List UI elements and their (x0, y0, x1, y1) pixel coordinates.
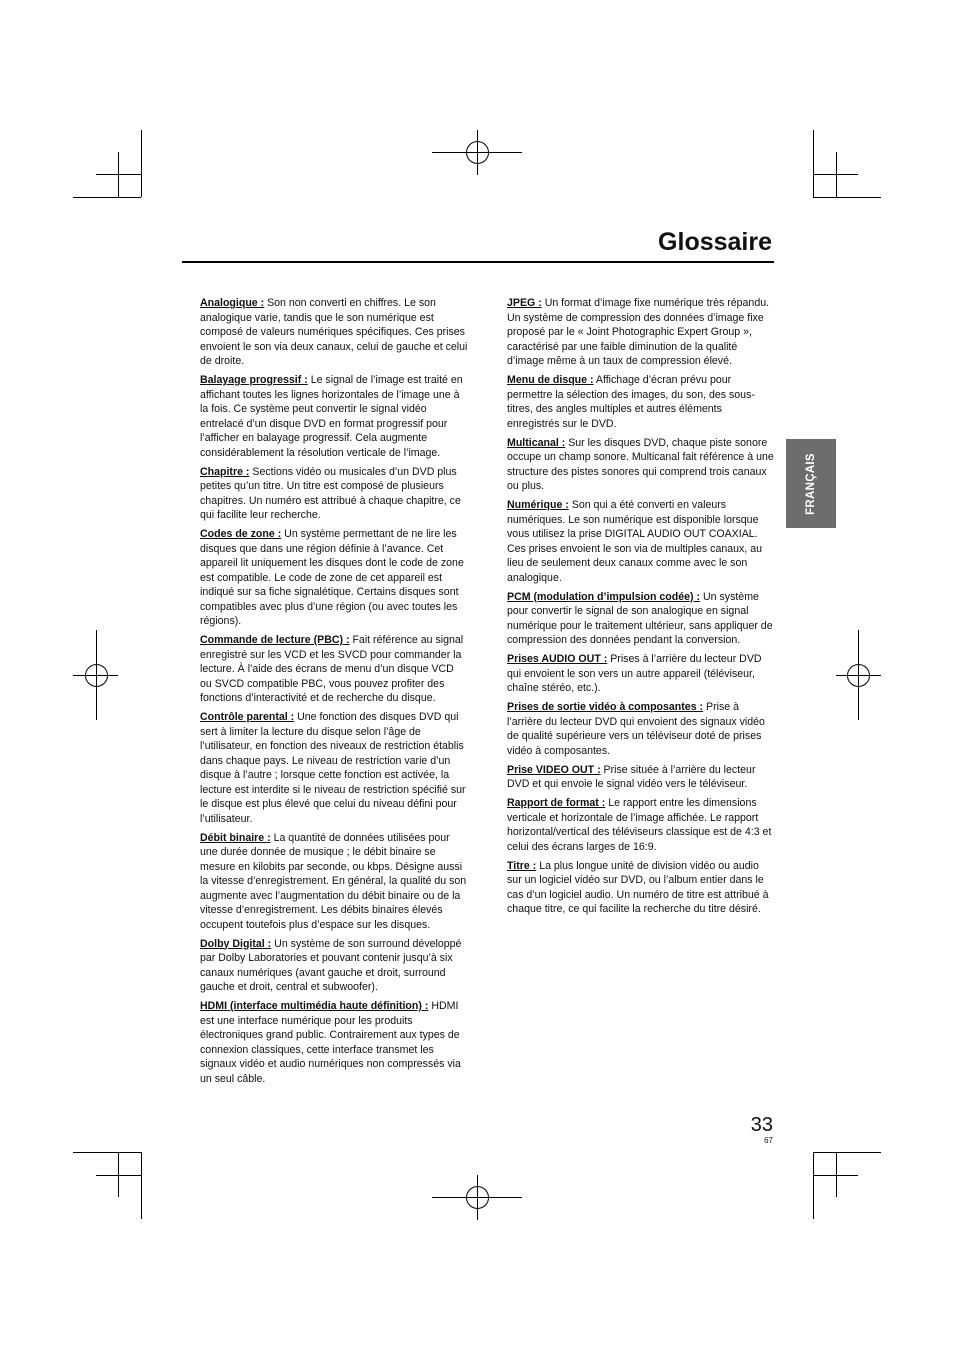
page-number: 33 (750, 1114, 773, 1136)
glossary-entry (507, 590, 775, 648)
glossary-entry (200, 465, 468, 523)
glossary-entry (200, 633, 468, 706)
glossary-term: Commande de lecture (PBC) : (200, 634, 350, 646)
glossary-definition: Prise à l’arrière du lecteur DVD qui envoient des signaux vidéo de qualité supérieure vers un téléviseur doté de prises vidéo à composantes. (507, 701, 765, 757)
glossary-definition: HDMI est une interface numérique pour les produits électroniques grand public. Contrairement aux types de connexion classiques, cette interface transmet les signaux vidéo et audio numériques non compressés via un seul câble. (200, 1000, 461, 1085)
glossary-entry (507, 296, 775, 369)
glossary-term: Contrôle parental : (200, 711, 295, 723)
glossary-definition: Le rapport entre les dimensions verticale et horizontale de l’image affichée. Le rapport horizontal/vertical des téléviseurs classique est de 4:3 et celui des écrans larges de 16:9. (507, 797, 772, 853)
glossary-term: PCM (modulation d’impulsion codée) : (507, 590, 701, 603)
glossary-entry (507, 373, 775, 431)
glossary-term: Débit binaire : (200, 831, 271, 844)
glossary-entry (200, 296, 468, 369)
glossary-definition: Un système de son surround développé par Dolby Laboratories et pouvant contenir jusqu’à six canaux numériques (avant gauche et droit, surround gauche et droit, central et subwoofer). (200, 937, 462, 993)
glossary-definition: Prise située à l’arrière du lecteur DVD et qui envoie le signal vidéo vers le téléviseur. (507, 763, 756, 790)
glossary-definition: Sur les disques DVD, chaque piste sonore occupe un champ sonore. Multicanal fait référence à une structure des pistes sonores qui comprend trois canaux ou plus. (507, 436, 774, 492)
glossary-definition: Sections vidéo ou musicales d’un DVD plus petites qu’un titre. Un titre est composé de plusieurs chapitres. Un numéro est attribué à chaque chapitre, ce qui facilite leur recherche. (200, 465, 461, 521)
glossary-right-column (507, 296, 775, 921)
page-title: Glossaire (658, 228, 772, 256)
glossary-definition: Un format d’image fixe numérique très répandu. Un système de compression des données d’image fixe proposé par le « Joint Photographic Expert Group », caractérisé par une faible diminution de la qualité d’image même à un taux de compression élevé. (507, 297, 770, 367)
glossary-term: Chapitre : (200, 465, 250, 478)
glossary-term: Titre : (507, 859, 537, 872)
glossary-entry (507, 859, 775, 917)
glossary-entry (200, 831, 468, 933)
glossary-term: Dolby Digital : (200, 937, 272, 950)
glossary-term: Balayage progressif : (200, 374, 308, 386)
glossary-definition: Prises à l’arrière du lecteur DVD qui envoient le son vers un autre appareil (téléviseur, chaîne stéréo, etc.). (507, 653, 762, 694)
glossary-definition: Un système permettant de ne lire les disques que dans une région définie à l’avance. Cet appareil lit uniquement les disques dont le code de zone est compatible. Le code de zone de cet appareil est indiqué sur sa fiche signalétique. Certains disques sont compatibles avec plus d’une région (ou avec toutes les régions). (200, 528, 464, 627)
glossary-entry (200, 527, 468, 629)
glossary-entry (507, 436, 775, 494)
glossary-left-column (200, 296, 468, 1091)
glossary-definition: Le signal de l’image est traité en affichant toutes les lignes horizontales de l’image une à la fois. Ce système peut convertir le signal vidéo entrelacé d’un disque DVD en format progressif pour l’afficher en balayage progressif. Cela augmente considérablement la résolution verticale de l’image. (200, 374, 463, 459)
glossary-term: Codes de zone : (200, 528, 282, 540)
glossary-term: Menu de disque : (507, 374, 594, 386)
page-sub-number: 67 (764, 1136, 773, 1145)
glossary-entry (200, 999, 468, 1086)
glossary-definition: Fait référence au signal enregistré sur les VCD et les SVCD pour commander la lecture. À l’aide des écrans de menu d’un disque VCD ou SVCD compatible PBC, vous pouvez profiter des fonctions d’interactivité et de recherche du disque. (200, 634, 464, 704)
glossary-term: Prise VIDEO OUT : (507, 763, 601, 776)
glossary-definition: La plus longue unité de division vidéo ou audio sur un logiciel vidéo sur DVD, ou l’album entier dans le cas d’un logiciel audio. Un numéro de titre est attribué à chaque titre, ce qui facilite la recherche du titre désiré. (507, 859, 769, 915)
glossary-term: Rapport de format : (507, 797, 606, 809)
glossary-definition: Son non converti en chiffres. Le son analogique varie, tandis que le son numérique est composé de valeurs numériques spécifiques. Ces prises envoient le son via deux canaux, celui de gauche et celui de droite. (200, 297, 468, 367)
language-tab (786, 439, 836, 528)
glossary-entry (200, 937, 468, 995)
glossary-definition: Son qui a été converti en valeurs numériques. Le son numérique est disponible lorsque vous utilisez la prise DIGITAL AUDIO OUT COAXIAL. Ces prises envoient le son via de multiples canaux, au lieu de seulement deux canaux comme avec le son analogique. (507, 499, 762, 584)
glossary-entry (507, 498, 775, 585)
glossary-entry (507, 700, 775, 758)
title-rule (182, 261, 774, 263)
glossary-term: Analogique : (200, 297, 265, 309)
glossary-entry (507, 652, 775, 696)
glossary-entry (507, 796, 775, 854)
glossary-term: Prises de sortie vidéo à composantes : (507, 701, 704, 713)
glossary-term: HDMI (interface multimédia haute définition) : (200, 1000, 429, 1012)
glossary-term: Prises AUDIO OUT : (507, 653, 608, 665)
glossary-entry (507, 763, 775, 792)
language-tab-label: FRANÇAIS (805, 452, 817, 515)
glossary-definition: La quantité de données utilisées pour une durée donnée de musique ; le débit binaire se mesure en kilobits par seconde, ou kbps. Désigne aussi la vitesse d’enregistrement. En général, la qualité du son augmente avec l’augmentation du débit binaire ou de la vitesse d’enregistrement. Les débits binaires élevés occupent toutefois plus d’espace sur les disques. (200, 831, 467, 931)
glossary-term: Multicanal : (507, 436, 566, 449)
glossary-entry (200, 710, 468, 826)
glossary-term: Numérique : (507, 499, 569, 511)
glossary-entry (200, 373, 468, 460)
glossary-definition: Affichage d’écran prévu pour permettre la sélection des images, du son, des sous-titres, des angles multiples et autres éléments enregistrés sur le DVD. (507, 374, 755, 430)
glossary-term: JPEG : (507, 297, 542, 309)
glossary-definition: Un système pour convertir le signal de son analogique en signal numérique pour le traitement ultérieur, sans appliquer de compression des données pendant la conversion. (507, 590, 773, 646)
glossary-definition: Une fonction des disques DVD qui sert à limiter la lecture du disque selon l’âge de l’utilisateur, en fonction des niveaux de restriction établis dans chaque pays. Le niveau de restriction varie d’un disque à l’autre ; lorsque cette fonction est activée, la lecture est interdite si le niveau de restriction spécifié sur le disque est plus élevé que celui du niveau défini pour l’utilisateur. (200, 711, 466, 825)
